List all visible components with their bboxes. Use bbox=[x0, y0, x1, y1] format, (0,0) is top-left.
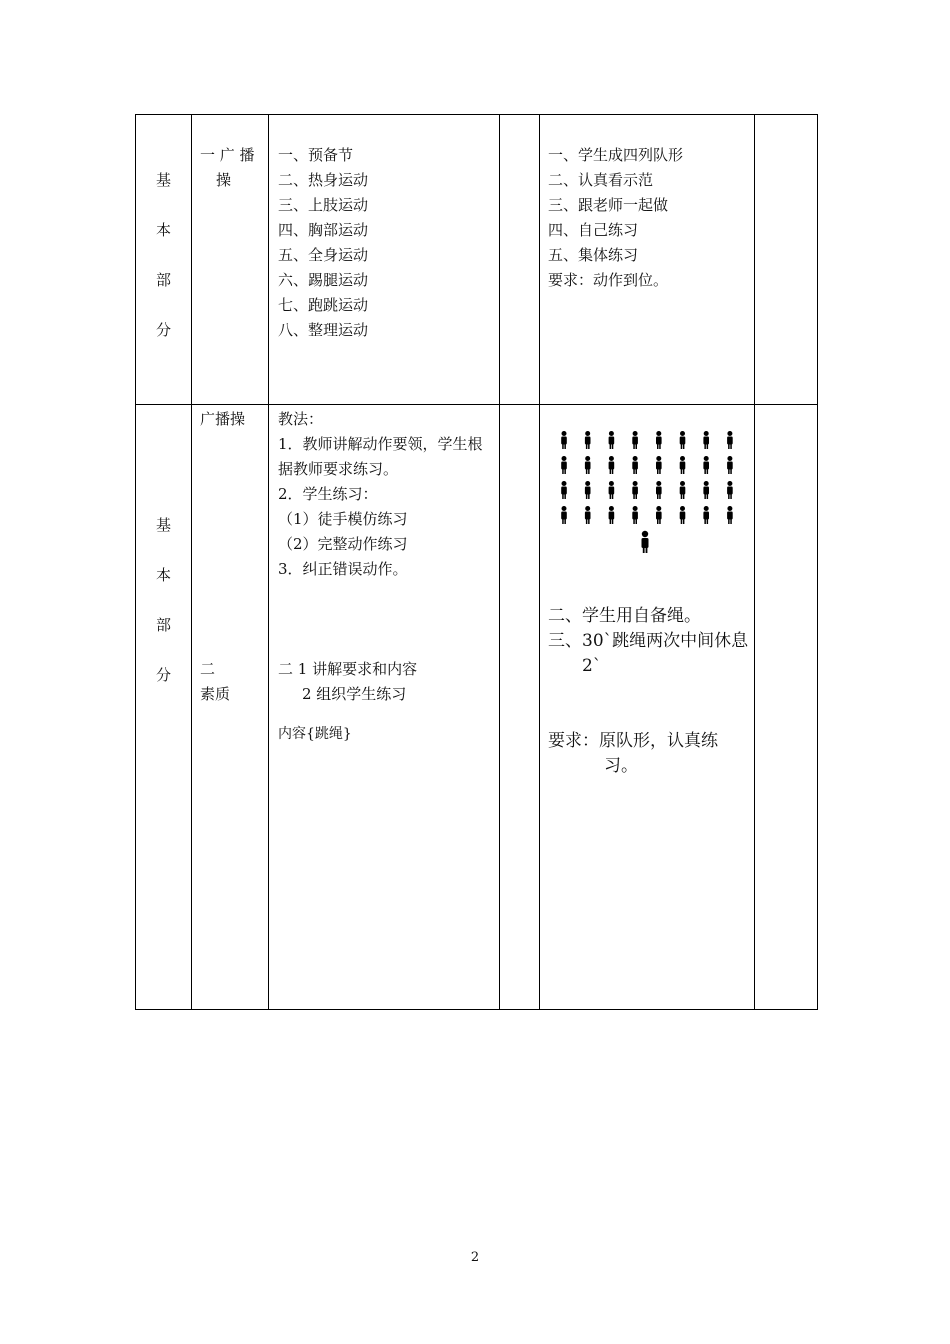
student-icon bbox=[680, 456, 686, 474]
student-icon bbox=[609, 456, 615, 474]
list-item: 三、跟老师一起做 bbox=[548, 196, 669, 214]
section-cell: 基 本 部 分 bbox=[136, 405, 192, 1010]
student-icon bbox=[609, 481, 615, 499]
empty-cell bbox=[500, 115, 540, 405]
student-icon bbox=[656, 456, 662, 474]
topic-cell: 广播操 二 素质 bbox=[192, 405, 269, 1010]
student-icon bbox=[703, 506, 709, 524]
list-item: 八、整理运动 bbox=[278, 321, 369, 339]
list-item: 要求：动作到位。 bbox=[548, 271, 669, 289]
list-item: 四、自己练习 bbox=[548, 221, 639, 239]
student-icon bbox=[585, 506, 591, 524]
student-icon bbox=[656, 481, 662, 499]
student-icon bbox=[585, 456, 591, 474]
student-icon bbox=[703, 481, 709, 499]
organization-cell bbox=[540, 115, 755, 405]
list-item: 二、热身运动 bbox=[278, 171, 369, 189]
student-icon bbox=[609, 431, 615, 449]
student-icon bbox=[585, 481, 591, 499]
list-item: 一、学生成四列队形 bbox=[548, 146, 684, 164]
content-cell: 教法： 1．教师讲解动作要领，学生根据教师要求练习。 2．学生练习： （1）徒手模仿练习 （2）完整动作练习 3．纠正错误动作。 二 1 讲解要求和内容 2 组织学生练习 内容{跳绳} bbox=[269, 405, 500, 1010]
student-icon bbox=[561, 481, 567, 499]
student-icon bbox=[632, 431, 638, 449]
student-icon bbox=[727, 456, 733, 474]
topic-cell: 一 广 播 操 bbox=[192, 115, 269, 405]
list-item: 一、预备节 bbox=[278, 146, 354, 164]
student-icon bbox=[727, 506, 733, 524]
empty-cell bbox=[500, 405, 540, 1010]
student-icon bbox=[703, 431, 709, 449]
student-formation-diagram bbox=[554, 429, 744, 564]
section-cell: 基 本 部 分 bbox=[136, 115, 192, 405]
lesson-plan-table bbox=[135, 114, 818, 1010]
list-item: 五、全身运动 bbox=[278, 246, 369, 264]
student-icon bbox=[561, 431, 567, 449]
empty-cell bbox=[755, 115, 818, 405]
student-icon bbox=[632, 481, 638, 499]
student-icon bbox=[680, 481, 686, 499]
list-item: 二、认真看示范 bbox=[548, 171, 654, 189]
content-cell bbox=[269, 115, 500, 405]
student-icon bbox=[609, 506, 615, 524]
student-icon bbox=[632, 506, 638, 524]
table-row bbox=[136, 115, 818, 405]
student-icon bbox=[656, 506, 662, 524]
list-item: 五、集体练习 bbox=[548, 246, 639, 264]
organization-cell: 二、学生用自备绳。 三、30`跳绳两次中间休息 2` 要求：原队形，认真练习。 bbox=[540, 405, 755, 1010]
student-icon bbox=[561, 456, 567, 474]
student-grid bbox=[561, 431, 733, 524]
list-item: 四、胸部运动 bbox=[278, 221, 369, 239]
list-item: 三、上肢运动 bbox=[278, 196, 369, 214]
student-icon bbox=[727, 431, 733, 449]
page-number: 2 bbox=[470, 1250, 480, 1265]
student-icon bbox=[680, 431, 686, 449]
student-icon bbox=[680, 506, 686, 524]
empty-cell bbox=[755, 405, 818, 1010]
student-icon bbox=[656, 431, 662, 449]
student-icon bbox=[703, 456, 709, 474]
list-item: 六、踢腿运动 bbox=[278, 271, 369, 289]
student-icon bbox=[727, 481, 733, 499]
student-icon bbox=[632, 456, 638, 474]
teacher-icon bbox=[642, 531, 649, 553]
table-row bbox=[136, 405, 818, 1010]
student-icon bbox=[561, 506, 567, 524]
list-item: 七、跑跳运动 bbox=[278, 296, 369, 314]
student-icon bbox=[585, 431, 591, 449]
